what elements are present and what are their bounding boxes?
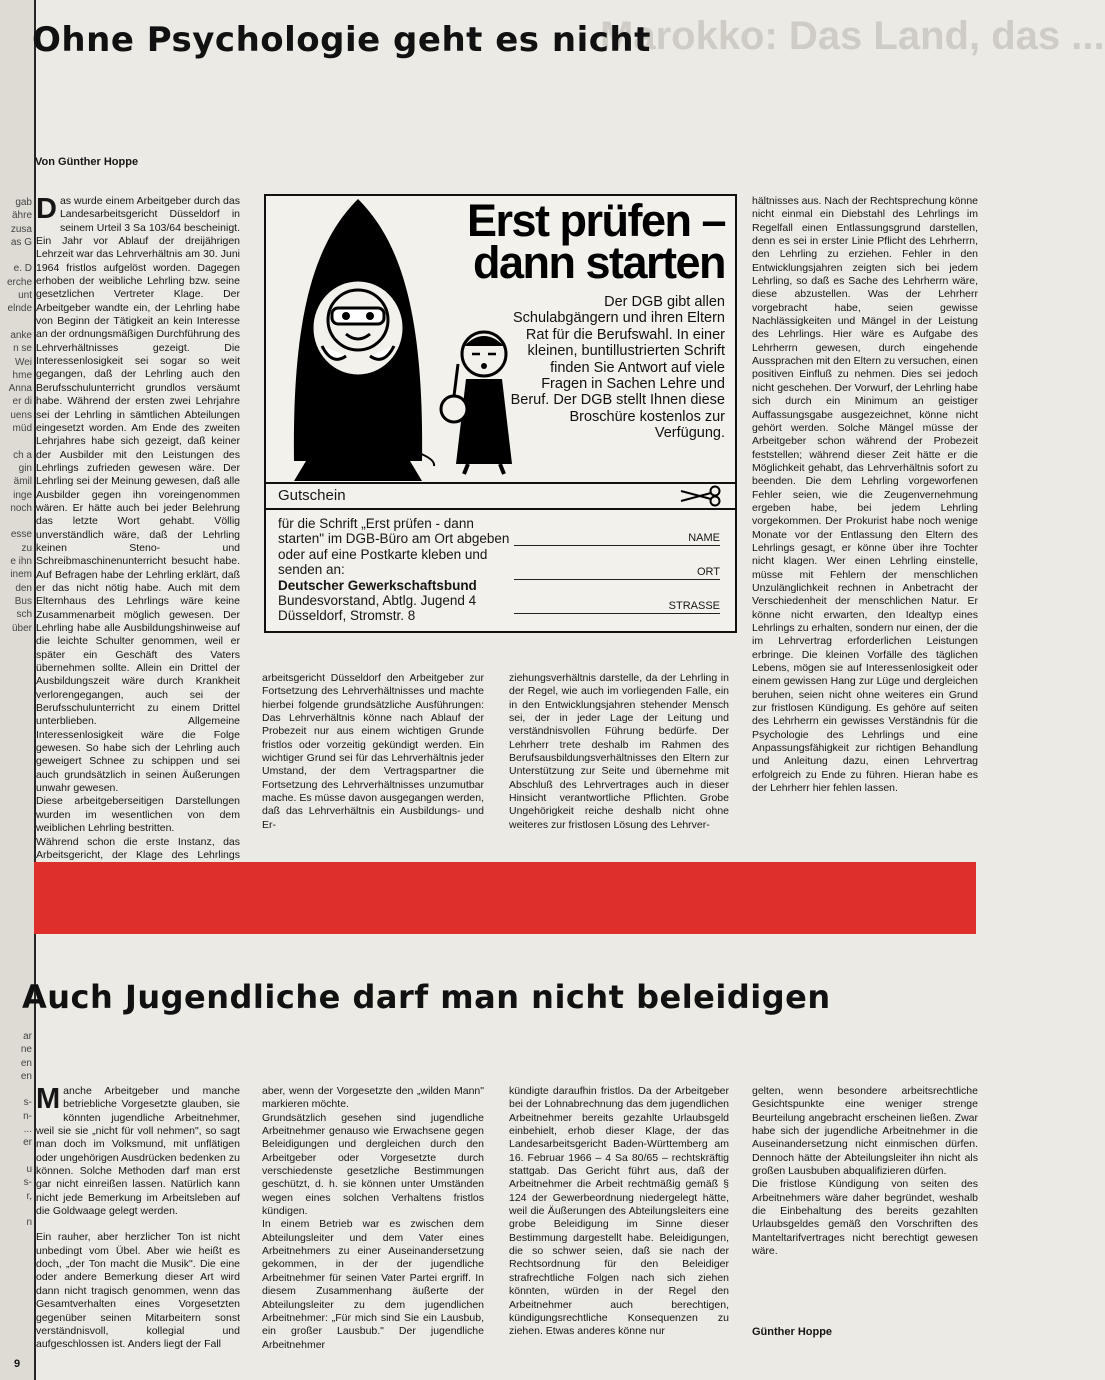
gutter-line: e. D <box>13 263 32 275</box>
coupon-instructions <box>278 516 518 624</box>
paragraph: In einem Betrieb war es zwischen dem Abteilungsleiter und dem Vater eines Arbeitnehmers zu einer Auseinandersetzung gekommen, in der der jugendliche Arbeitnehmer für seinen Vater Partei ergriff. In diesem Zusammenhang äußerte der Abteilungsleiter zu dem jugendlichen Arbeitnehmer: „Für mich sind Sie ein Lausbub, ein großer Lausbub." Der jugendliche Arbeitnehmer <box>262 1218 484 1351</box>
gutter-line: ne <box>20 1044 32 1056</box>
paragraph: Die fristlose Kündigung von seiten des Arbeitnehmers wäre daher begründet, weshalb die Einbehaltung des bereits gezahlten Urlaubsgeldes gemäß den Vorschriften des Manteltarifvertrages nicht berechtigt gewesen wäre. <box>752 1178 978 1258</box>
gutter-line: inge <box>13 489 32 501</box>
coupon-address: Bundesvorstand, Abtlg. Jugend 4 Düsseldorf, Stromstr. 8 <box>278 593 477 624</box>
gutter-line: s- <box>23 1177 32 1189</box>
gutter-line <box>21 1150 32 1163</box>
article-column-4 <box>752 195 978 847</box>
gutter-line: uens <box>10 409 32 421</box>
coupon-strasse-field[interactable]: STRASSE <box>514 600 720 614</box>
gutter-line: ... <box>23 1124 32 1136</box>
paragraph: hältnisses aus. Nach der Rechtsprechung könne nicht einmal ein Diebstahl des Lehrlings im Regelfall einen Entlassungsgrund darstellen, denn es sei in erster Linie Pflicht des Lehrherrn, den Lehrling zu erziehen. Fehler in den Entwicklungsjahren zeigten sich bei jedem Lehrling, so daß es Sache des Lehrherrn wäre, diese abzustellen. Was der Lehrherr vorgebracht habe, seien gewisse Nachlässigkeiten und Mängel in der Leistung des Lehrlings. Hier wäre es Aufgabe des Lehrherrn gewesen, durch eingehende Aussprachen mit den Eltern zu versuchen, einen positiven Einfluß zu nehmen. Dies sei jedoch nicht geschehen. Der Vorwurf, der Lehrling habe sich durch ein Minimum an geistiger Auffassungsgabe ausgezeichnet, könne nicht gehört werden. Solche Mängel müsse der Arbeitgeber schon während der Probezeit feststellen; während dieser Zeit hätte er die Möglichkeit gehabt, das Lehrverhältnis sofort zu beenden. Die dem Lehrling vorgeworfenen Fehler seien, wie die Zeugenvernehmung ergeben habe, bei jedem Lehrling vorgekommen. Der Prokurist habe noch wenige Monate vor der Entlassung den Eltern des Lehrlings gesagt, er könne über ihre Tochter nicht klagen. Wer einen Lehrling einstelle, müsse mit Fehlern der menschlichen Unzulänglichkeit rechnen in Anbetracht der Verschiedenheit der menschlichen Natur. Er könne nicht erwarten, den Idealtyp eines Lehrlings zu erhalten, sondern nur einen, der die im Lehrvertrag erforderlichen Leistungen erbringe. Die kleinen Vorfälle des täglichen Lebens, mögen sie auf Interessenlosigkeit oder einem gewissen Hang zur Lüge und dergleichen beruhen, seien nicht ohne weiteres ein Grund zur fristlosen Kündigung. Es gehöre auf seiten des Lehrherrn ein gewisses Verständnis für die Psychologie des Lehrlings und eine Anpassungsfähigkeit zur richtigen Behandlung und Anleitung dazu, einen Lehrvertrag erfolgreich zu Ende zu führen. Hieran habe es der Lehrherr hier fehlen lassen. <box>752 195 978 795</box>
gutter-line: n <box>26 1217 32 1229</box>
paragraph: arbeitsgericht Düsseldorf den Arbeitgeber zur Fortsetzung des Lehrverhältnisses und machte hierbei folgende grundsätzliche Ausführungen: Das Lehrverhältnis könne nach Ablauf der Probezeit nur aus einem wichtigen Grunde fristlos oder vorzeitig gekündigt werden. Ein wichtiger Grund sei für das Lehrverhältnis jeder Umstand, der dem Vertragspartner die Fortsetzung des Lehrverhältnisses unzumutbar mache. Es müsse davon ausgegangen werden, daß das Lehrverhältnis ein Ausbildungs- und Er- <box>262 672 484 831</box>
paragraph: as wurde einem Arbeitgeber durch das Landesarbeitsgericht Düsseldorf in seinem Urteil 3 Sa 103/64 bescheinigt. Ein Jahr vor Ablauf der dreijährigen Lehrzeit war das Lehrverhältnis am 30. Juni 1964 fristlos aufgelöst worden. Dagegen erhoben der weibliche Lehrling bzw. seine gesetzlichen Vertreter Klage. Der Arbeitgeber wandte ein, der Lehrling habe von Beginn der Tätigkeit an kein Interesse an der ordnungsmäßigen Durchführung des Lehrverhältnisses gezeigt. Die Interessenlosigkeit sei sogar so weit gegangen, daß der Lehrling auch den Berufsschulunterricht grundlos versäumt habe. Während der ersten zwei Lehrjahre sei der Lehrling in sämtlichen Abteilungen eingesetzt worden. Am Ende des zweiten Lehrjahres habe sich gezeigt, daß keiner der Ausbilder mit den Leistungen des Lehrlings zufrieden gewesen wäre. Der Lehrling sei der Meinung gewesen, daß alle Ausbilder gegen ihn voreingenommen wären. Er hätte auch bei jeder Belehrung das letzte Wort gehabt. Völlig unverständlich wäre, daß der Lehrling keinen Steno- und Schreibmaschinenunterricht besucht habe. Auf Befragen habe der Lehrling erklärt, daß er das nicht nötig habe. Auch mit dem Elternhaus des Lehrlings wäre keine Zusammenarbeit möglich gewesen. Der Lehrling habe alle Ausbildungshinweise auf die leichte Schulter genommen, weil er später ein Geschäft des Vaters übernehmen sollte. Allein ein Drittel der Ausbildungszeit wäre durch Krankheit verlorengegangen, auch sei der Berufsschulunterricht zu einem Drittel unterblieben. Allgemeine Interessenlosigkeit wäre die Folge gewesen. So habe sich der Lehrling auch geweigert Schnee zu schippen und sei auch grundsätzlich in seinen Äußerungen unwahr gewesen. <box>36 195 240 795</box>
gutter-line: anke <box>10 329 32 341</box>
gutter-line: hme <box>12 369 32 381</box>
article-column-1 <box>36 193 240 861</box>
article-title-2: Auch Jugendliche darf man nicht beleidigen <box>22 978 831 1016</box>
article2-column-1 <box>36 1083 240 1351</box>
gutter-line: elnde <box>7 303 32 315</box>
ad-headline-line-1: Erst prüfen – <box>466 195 725 246</box>
gutter-line: Bus <box>14 595 32 607</box>
gutter-line: e ihn <box>10 556 32 568</box>
author-signature: Günther Hoppe <box>752 1326 833 1338</box>
paragraph: Grundsätzlich gesehen sind jugendliche Arbeitnehmer genauso wie Erwachsene gegen Beleidigungen und dergleichen durch den Arbeitgeber oder Vorgesetzte durch verschiedenste gesetzliche Bestimmungen geschützt, d. h. sie können unter Umständen wegen eines solchen Verhaltens fristlos kündigen. <box>262 1111 484 1218</box>
scissors-icon <box>679 486 723 506</box>
gutter-line <box>7 435 32 448</box>
gutter-line <box>21 1203 32 1216</box>
gutter-line: gin <box>18 462 32 474</box>
gutter-line: er <box>23 1137 32 1149</box>
paragraph: kündigte daraufhin fristlos. Da der Arbeitgeber bei der Lohnabrechnung das dem jugendlichen Arbeitnehmer bereits gezahlte Urlaubsgeld einbehielt, erhob dieser Klage, der das Landesarbeitsgericht Baden-Württemberg am 16. Februar 1966 – 4 Sa 80/65 – rechtskräftig stattgab. Das Gericht führt aus, daß der Arbeitnehmer die Arbeit rechtmäßig gemäß § 124 der Gewerbeordnung niedergelegt hätte, weil die Äußerungen des Abteilungsleiters eine grobe Beleidigung im Sinne dieser Bestimmung dargestellt habe. Beleidigungen, die so schwer seien, daß sie nach der Rechtsordnung für den Beleidiger strafrechtliche Folgen nach sich ziehen könnten, würden in der Regel den Arbeitnehmer auch berechtigen, kündigungsrechtliche Konsequenzen zu ziehen. Etwas anderes könne nur <box>509 1085 729 1338</box>
article-byline: Von Günther Hoppe <box>35 156 139 168</box>
article2-column-4 <box>752 1085 978 1285</box>
coupon-ort-field[interactable]: ORT <box>514 566 720 580</box>
article2-column-2 <box>262 1085 484 1351</box>
gutter-line: sch <box>16 609 32 621</box>
gutter-line: ähre <box>11 210 32 222</box>
gutter-line: zu <box>21 542 32 554</box>
paragraph: Ein rauher, aber herzlicher Ton ist nicht unbedingt vom Übel. Aber wie heißt es doch, „der Ton macht die Musik". Die eine oder andere Bemerkung dieser Art wird dann nicht tragisch genommen, wenn das Gesamtverhalten eines Vorgesetzten gegenüber seinen Mitarbeitern sonst verständnisvoll, kollegial und aufgeschlossen ist. Anders liegt der Fall <box>36 1231 240 1351</box>
paragraph: anche Arbeitgeber und manche betriebliche Vorgesetzte glauben, sie könnten jugendliche Arbeitnehmer, weil sie sie „nicht für voll nehmen", so sagt man doch im Volksmund, mit unflätigen oder ungehörigen Ausdrücken bedenken zu können. Solche Methoden darf man erst gar nicht einreißen lassen. Natürlich kann nicht jede Bemerkung im Arbeitsleben auf die Goldwaage gelegt werden. <box>36 1085 240 1218</box>
gutter-line: as G <box>10 236 32 248</box>
ad-body-text: Der DGB gibt allen Schulabgängern und ihren Eltern Rat für die Berufswahl. In einer kleinen, buntillustrierten Schrift finden Sie Antwort auf viele Fragen in Sachen Lehre und Beruf. Der DGB stellt Ihnen diese Broschüre kostenlos zur Verfügung. <box>510 294 725 442</box>
gutter-line: n- <box>23 1110 32 1122</box>
gutter-line <box>7 249 32 262</box>
gutter-line: unt <box>18 290 32 302</box>
gutter-line: er di <box>12 396 32 408</box>
coupon-name-field[interactable]: NAME <box>514 532 720 546</box>
red-divider-bar <box>34 862 976 934</box>
paragraph: Während schon die erste Instanz, das Arbeitsgericht, der Klage des Lehrlings <box>36 835 240 861</box>
paragraph: gelten, wenn besondere arbeitsrechtliche Gesichtspunkte eine weniger strenge Beurteilung angebracht erscheinen ließen. Zwar habe sich der jugendliche Arbeitnehmer in die Auseinandersetzung nicht einmischen dürfen. Dennoch hätte der Abteilungsleiter ihn nicht als großen Lausbuben abqualifizieren dürfen. <box>752 1085 978 1178</box>
gutter-line: über <box>11 622 32 634</box>
drop-cap: D <box>36 193 57 225</box>
gutter-line: s- <box>23 1097 32 1109</box>
gutter-line: inem <box>10 569 32 581</box>
adjacent-page-edge <box>0 0 36 1380</box>
article-title: Ohne Psychologie geht es nicht <box>32 20 651 60</box>
page-number: 9 <box>14 1358 21 1370</box>
gutter-line: n se <box>13 343 32 355</box>
coupon-header <box>266 482 735 510</box>
ad-headline <box>425 195 725 288</box>
gutter-line: u <box>26 1163 32 1175</box>
gutter-line: gab <box>15 197 32 208</box>
coupon-text: für die Schrift „Erst prüfen - dann starten" im DGB-Büro am Ort abgeben oder auf eine Postkarte kleben und senden an: <box>278 516 510 578</box>
gutter-line: zusa <box>10 223 32 235</box>
gutter-line: ch a <box>13 449 32 461</box>
article2-column-3 <box>509 1085 729 1347</box>
drop-cap: M <box>36 1083 61 1115</box>
gutter-line: den <box>15 582 32 594</box>
gutter-line: r, <box>26 1190 32 1202</box>
gutter-line <box>7 316 32 329</box>
paragraph: Diese arbeitgeberseitigen Darstellungen wurden im wesentlichen von dem weiblichen Lehrling bestritten. <box>36 795 240 835</box>
gutter-line <box>21 1083 32 1096</box>
gutter-line: en <box>20 1070 32 1082</box>
paragraph: ziehungsverhältnis darstelle, da der Lehrling in der Regel, wie auch im vorliegenden Falle, ein in den Entwicklungsjahren stehender Mensch sei, der in jeder Lage der Leitung und verständnisvollen Führung bedürfe. Der Lehrherr trete deshalb im Rahmen des Berufsausbildungsverhältnisses den Eltern zur Unterstützung zur Seite und übernehme mit Abschluß des Lehrvertrages auch in dieser Hinsicht verantwortliche Pflichten. Grobe Ungehörigkeit reiche deshalb nicht ohne weiteres zur fristlosen Lösung des Lehrver- <box>509 672 729 831</box>
gutter-line <box>7 515 32 528</box>
article-column-2 <box>262 672 484 852</box>
boy-illustration-icon <box>434 324 534 474</box>
gutter-line: erche <box>6 276 32 288</box>
gutter-line: ar <box>23 1031 32 1042</box>
gutter-line: ämil <box>13 476 32 488</box>
show-through-title: Marokko: Das Land, das ... <box>600 14 1105 58</box>
gutter-line: esse <box>10 529 32 541</box>
gutter-line: Wei <box>14 356 32 368</box>
gutter-line: en <box>20 1057 32 1069</box>
coupon-label: Gutschein <box>278 487 346 504</box>
gutter-line: noch <box>10 502 32 514</box>
paragraph: aber, wenn der Vorgesetzte den „wilden Mann" markieren möchte. <box>262 1085 484 1111</box>
gutter-line: müd <box>12 423 32 435</box>
adjacent-page-text-2 <box>21 1030 32 1229</box>
gutter-line: Anna <box>8 383 32 395</box>
ad-headline-line-2: dann starten <box>472 237 725 288</box>
dgb-advertisement <box>264 194 737 633</box>
adjacent-page-text <box>7 196 32 635</box>
coupon-organisation: Deutscher Gewerkschaftsbund <box>278 577 477 593</box>
rocket-icon <box>276 196 441 481</box>
article-column-3 <box>509 672 729 852</box>
